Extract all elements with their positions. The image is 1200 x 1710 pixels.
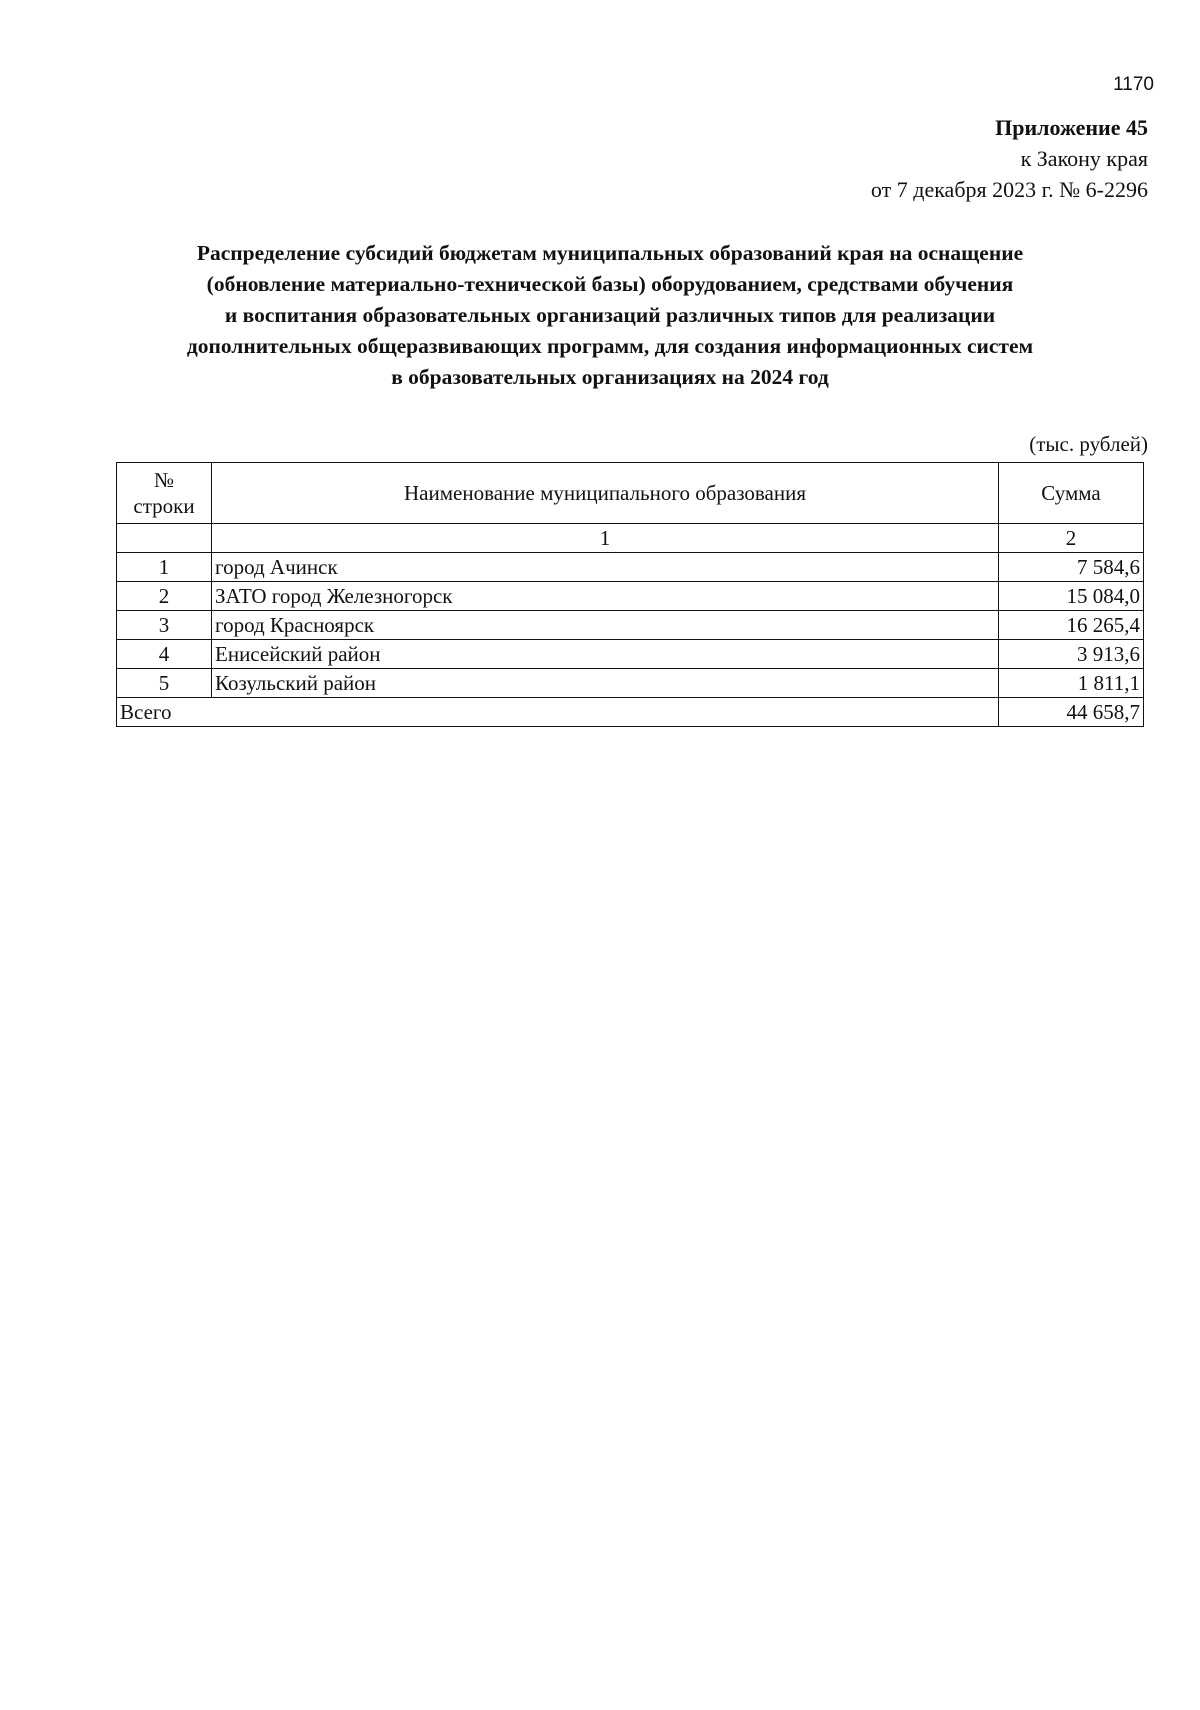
- title-line: в образовательных организациях на 2024 год: [391, 365, 829, 389]
- title-line: (обновление материально-технической базы) оборудованием, средствами обучения: [206, 272, 1014, 296]
- subsidy-amount: 16 265,4: [999, 611, 1144, 640]
- municipality-name: ЗАТО город Железногорск: [212, 582, 999, 611]
- row-number: 5: [117, 669, 212, 698]
- row-number: 2: [117, 582, 212, 611]
- column-number-empty: [117, 524, 212, 553]
- subsidy-amount: 7 584,6: [999, 553, 1144, 582]
- title-line: и воспитания образовательных организаций различных типов для реализации: [224, 303, 996, 327]
- subsidy-amount: 15 084,0: [999, 582, 1144, 611]
- row-number: 4: [117, 640, 212, 669]
- table-row: [117, 582, 1144, 611]
- page-number: 1170: [1113, 74, 1154, 95]
- municipality-name: Козульский район: [212, 669, 999, 698]
- header-sum: Сумма: [999, 463, 1144, 524]
- header-municipality: Наименование муниципального образования: [212, 463, 999, 524]
- total-amount: 44 658,7: [999, 698, 1144, 727]
- municipality-name: Енисейский район: [212, 640, 999, 669]
- table-row: [117, 669, 1144, 698]
- header-number-sign: №: [153, 468, 175, 492]
- table-row: [117, 553, 1144, 582]
- title-line: дополнительных общеразвивающих программ, для создания информационных систем: [186, 334, 1034, 358]
- table-row: [117, 640, 1144, 669]
- appendix-date: от 7 декабря 2023 г. № 6-2296: [870, 177, 1148, 202]
- column-number-name: 1: [212, 524, 999, 553]
- units-label: (тыс. рублей): [1029, 432, 1148, 456]
- column-number-row: [117, 524, 1144, 553]
- header-number-label: строки: [133, 494, 195, 518]
- document-title: [110, 238, 1110, 393]
- column-number-sum: 2: [999, 524, 1144, 553]
- appendix-title: Приложение 45: [995, 115, 1148, 140]
- total-row: [117, 698, 1144, 727]
- table-header-row: [117, 463, 1144, 524]
- header-row-number: [117, 463, 212, 524]
- municipality-name: город Ачинск: [212, 553, 999, 582]
- row-number: 3: [117, 611, 212, 640]
- subsidy-table: [116, 462, 1144, 727]
- total-label: Всего: [117, 698, 999, 727]
- subsidy-amount: 1 811,1: [999, 669, 1144, 698]
- appendix-law-reference: к Закону края: [1020, 146, 1148, 171]
- subsidy-amount: 3 913,6: [999, 640, 1144, 669]
- municipality-name: город Красноярск: [212, 611, 999, 640]
- appendix-block: [871, 112, 1148, 205]
- title-line: Распределение субсидий бюджетам муниципальных образований края на оснащение: [196, 241, 1024, 265]
- row-number: 1: [117, 553, 212, 582]
- table-row: [117, 611, 1144, 640]
